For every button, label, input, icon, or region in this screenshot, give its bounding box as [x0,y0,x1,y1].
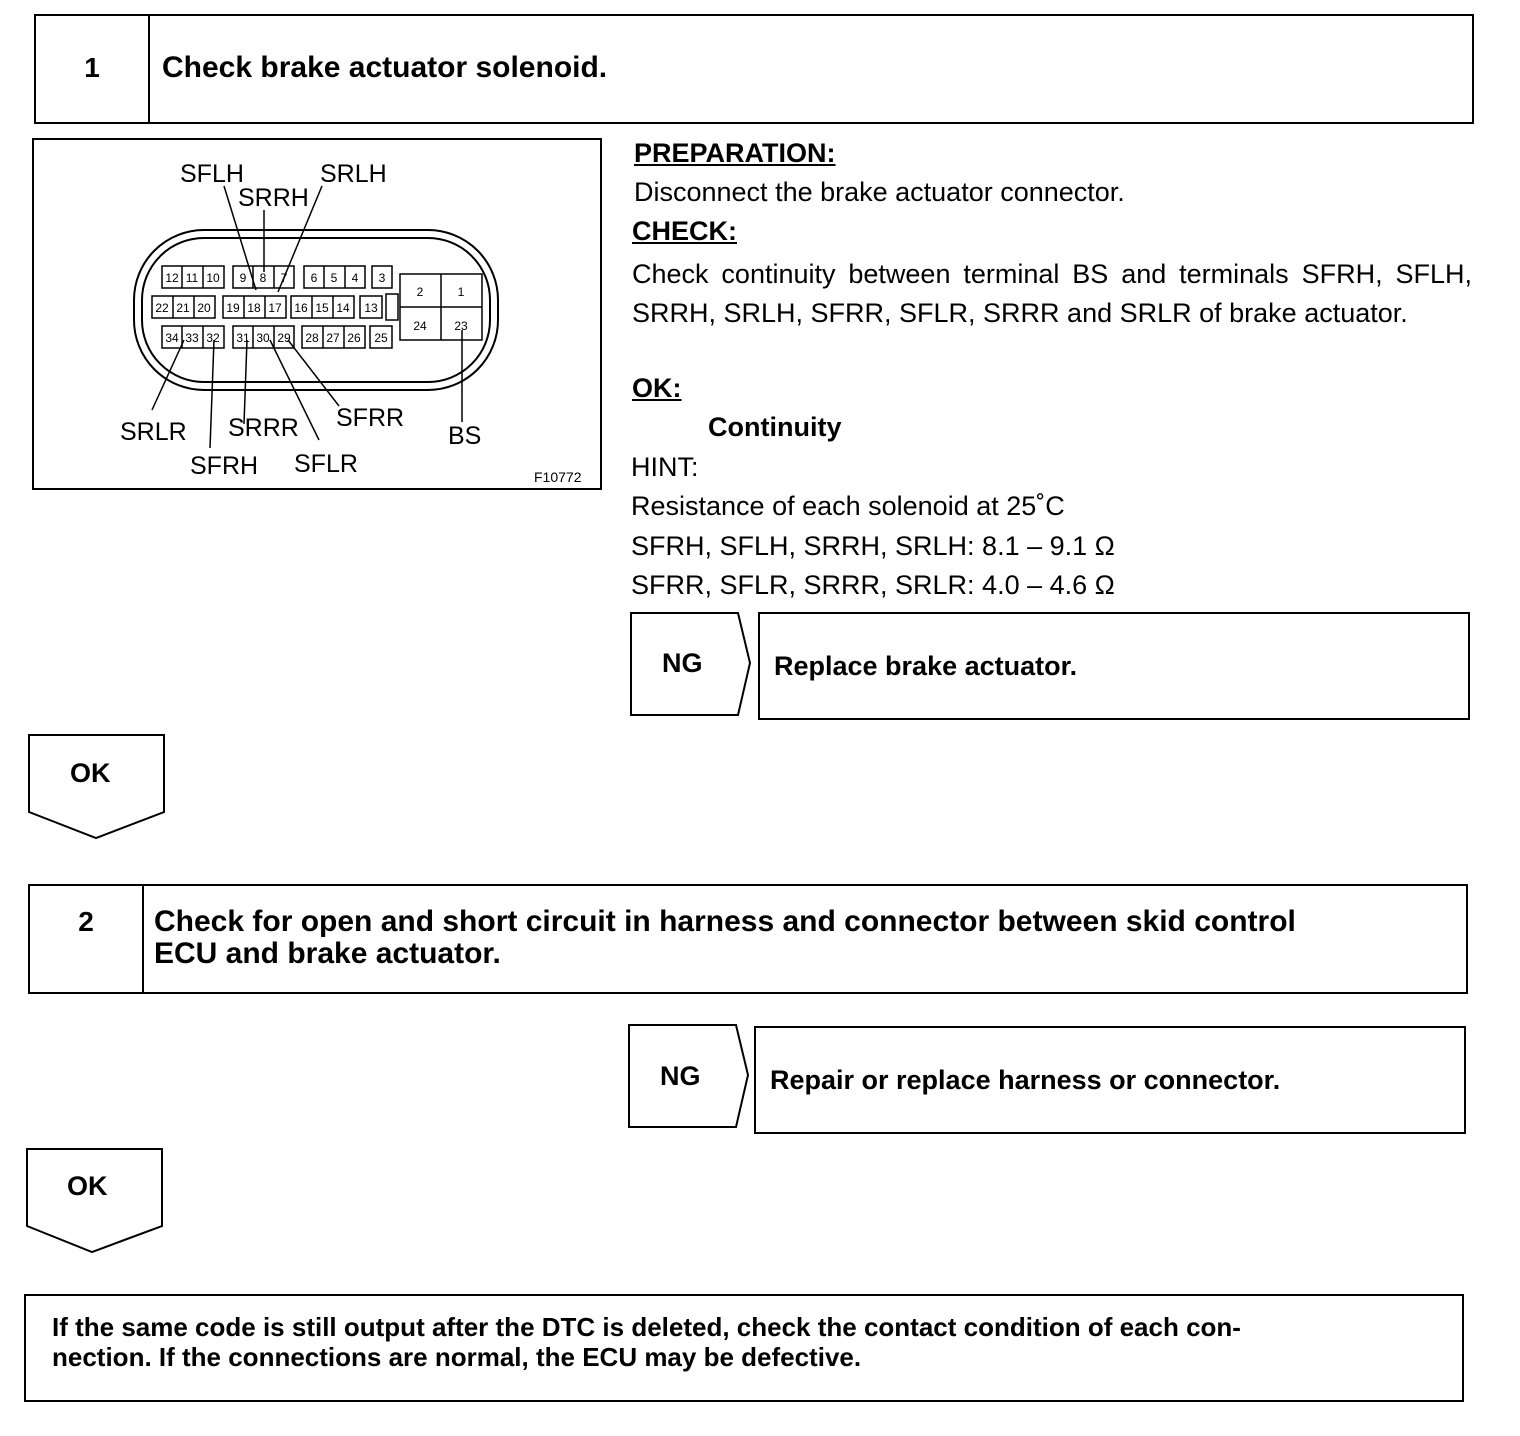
hint-line-2: SFRH, SFLH, SRRH, SRLH: 8.1 – 9.1 Ω [631,531,1115,561]
step-2-number: 2 [30,886,144,992]
leader-lines [152,186,462,448]
terminal-4: 4 [351,271,359,285]
terminal-28: 28 [305,331,319,345]
label-sflh: SFLH [180,160,244,188]
hint-line-1: Resistance of each solenoid at 25˚C [631,491,1065,521]
step-2-box [28,884,1468,994]
ok-2-label: OK [67,1171,108,1201]
terminal-1: 1 [457,285,465,299]
final-note-line-1: If the same code is still output after the DTC is deleted, check the contact condition of each con- [52,1312,1241,1342]
terminal-8: 8 [259,271,267,285]
ok-spec-heading: OK: [632,373,682,403]
hint-heading: HINT: [631,452,699,482]
terminal-30: 30 [256,331,270,345]
terminal-29: 29 [277,331,291,345]
terminal-15: 15 [315,301,329,315]
terminal-14: 14 [336,301,350,315]
terminal-20: 20 [197,301,211,315]
terminal-31: 31 [236,331,250,345]
terminal-16: 16 [294,301,308,315]
ng-2-action-box [754,1026,1466,1134]
terminal-block-large [400,274,482,340]
step-2-title-line-1: Check for open and short circuit in harness and connector between skid control [154,905,1296,938]
terminal-32: 32 [206,331,220,345]
terminal-3: 3 [378,271,386,285]
terminal-24: 24 [413,319,427,333]
terminal-6: 6 [310,271,318,285]
check-heading: CHECK: [632,216,737,246]
terminal-22: 22 [155,301,169,315]
terminal-21: 21 [176,301,190,315]
terminal-12: 12 [165,271,179,285]
step-2-title-line-2: ECU and brake actuator. [154,937,501,970]
connector-diagram-svg [34,140,600,488]
terminal-23: 23 [454,319,468,333]
terminal-5: 5 [330,271,338,285]
terminal-7: 7 [280,271,288,285]
label-srrr: SRRR [228,414,299,442]
step-1-title: Check brake actuator solenoid. [162,51,608,84]
terminal-34: 34 [165,331,179,345]
check-text: Check continuity between terminal BS and terminals SFRH, SFLH, SRRH, SRLH, SFRR, SFLR, SRRR and SRLR of brake actuator. [632,259,1472,328]
step-1-number: 1 [36,16,150,122]
hint-line-3: SFRR, SFLR, SRRR, SRLR: 4.0 – 4.6 Ω [631,570,1115,600]
ng-1-label: NG [662,648,703,678]
terminal-19: 19 [226,301,240,315]
terminal-11: 11 [185,271,199,285]
preparation-text: Disconnect the brake actuator connector. [634,177,1125,207]
terminal-33: 33 [185,331,199,345]
final-note-box [24,1294,1464,1402]
terminal-27: 27 [326,331,340,345]
ok-1-label: OK [70,758,111,788]
terminal-2: 2 [416,285,424,299]
label-srlr: SRLR [120,418,187,446]
label-srlh: SRLH [320,160,387,188]
terminal-9: 9 [239,271,247,285]
step-1-box [34,14,1474,124]
figure-id: F10772 [534,469,582,485]
ng-1-action-box [758,612,1470,720]
label-sflr: SFLR [294,450,358,478]
terminal-26: 26 [347,331,361,345]
terminal-10: 10 [206,271,220,285]
ng-2-action-text: Repair or replace harness or connector. [770,1064,1281,1095]
label-sfrr: SFRR [336,404,405,432]
label-bs: BS [448,422,482,450]
ng-1-action-text: Replace brake actuator. [774,650,1078,681]
label-sfrh: SFRH [190,452,259,480]
terminal-25: 25 [374,331,388,345]
signal-labels [120,160,481,480]
terminal-13: 13 [364,301,378,315]
connector-diagram [32,138,602,490]
ok-spec-value: Continuity [708,412,842,442]
label-srrh: SRRH [238,184,309,212]
terminal-17: 17 [268,301,282,315]
terminal-18: 18 [247,301,261,315]
ng-2-label: NG [660,1061,701,1091]
final-note-line-2: nection. If the connections are normal, the ECU may be defective. [52,1342,862,1372]
preparation-heading: PREPARATION: [634,138,836,168]
